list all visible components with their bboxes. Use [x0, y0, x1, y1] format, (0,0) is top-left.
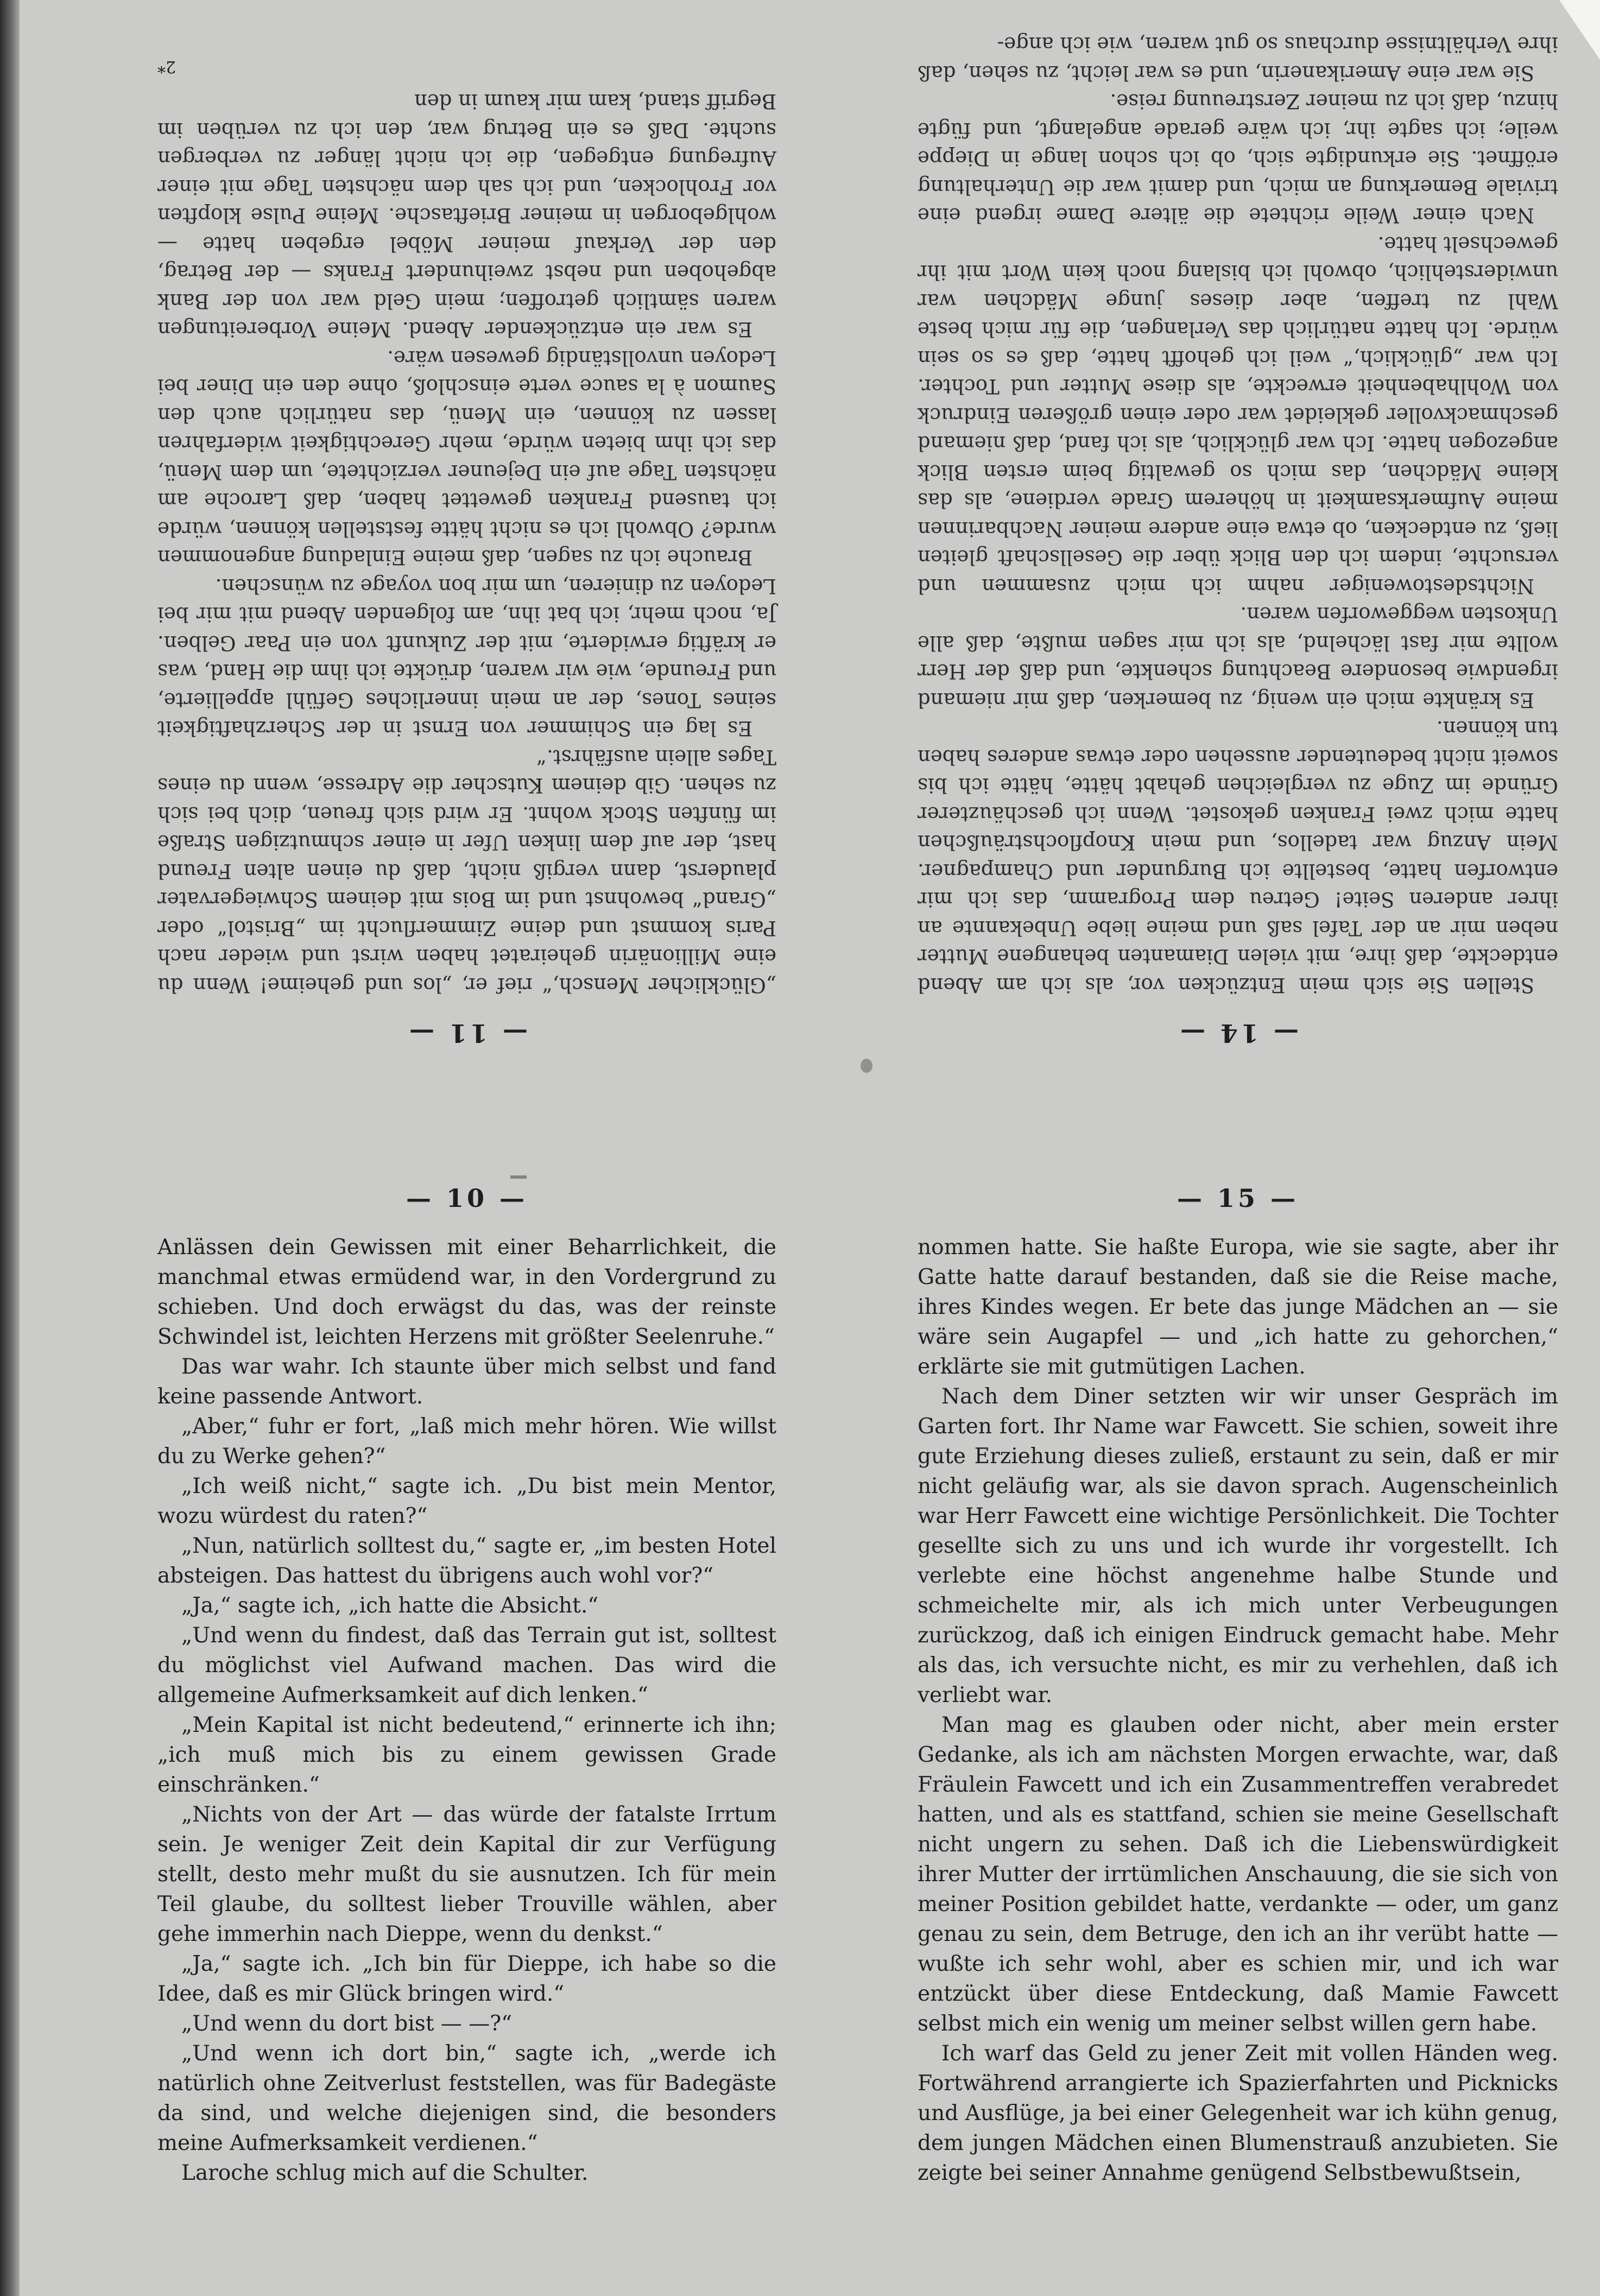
- paragraph: „Und wenn du dort bist — —?“: [181, 2012, 513, 2036]
- paragraph: Sie war eine Amerikanerin, und es war leicht, zu sehen, daß ihre Verhältnisse durchaus so gut waren, wie ich ange-: [918, 33, 1558, 85]
- paragraph: „Glücklicher Mensch,“ rief er, „los und geheime! Wenn du eine Millionärin geheiratet haben wirst und wieder nach Paris kommst und deine Zimmerflucht im „Bristol“ oder „Grand“ bewohnst und im Bois mit deinem Schwiegervater plauderst, dann vergiß nicht, daß du einen alten Freund hast, der auf dem linken Ufer in einer schmutzigen Straße im fünften Stock wohnt. Er wird sich freuen, dich bei sich zu sehen. Gib deinem Kutscher die Adresse, wenn du eines Tages allein ausfährst.“: [157, 745, 776, 997]
- page-number: — 11 —: [406, 1019, 528, 1048]
- paragraph: Nach einer Weile richtete die ältere Dame irgend eine triviale Bemerkung an mich, und damit war die Unterhaltung eröffnet. Sie erkundigte sich, ob ich schon lange in Dieppe weile; ich sagte ihr, ich wäre gerade angelangt, und fügte hinzu, daß ich zu meiner Zerstreuung reise.: [918, 90, 1558, 227]
- paragraph: Es lag ein Schimmer von Ernst in der Scherzhaftigkeit seines Tones, der an mein innerliches Gefühl appellierte, und Freunde, wie wir waren, drückte ich ihm die Hand, was er kräftig erwiderte, mit der Zukunft von ein Paar Gelben. Ja, noch mehr, ich bat ihn, am folgenden Abend mit mir bei Ledoyen zu dinieren, um mir bon voyage zu wünschen.: [157, 574, 776, 741]
- folded-page-corner: [1559, 0, 1600, 60]
- page-10: [157, 1184, 776, 2226]
- page-number: — 14 —: [1177, 1019, 1299, 1048]
- paragraph: „Ja,“ sagte ich. „Ich bin für Dieppe, ich habe so die Idee, daß es mir Glück bringen wird.“: [157, 1952, 776, 2006]
- paragraph: „Ja,“ sagte ich, „ich hatte die Absicht.“: [181, 1593, 599, 1618]
- paragraph: Stellen Sie sich mein Entzücken vor, als ich am Abend entdeckte, daß ihre, mit vielen Diamanten behangene Mutter neben mir an der Tafel saß und meine liebe Unbekannte an ihrer anderen Seite! Getreu dem Programm, das ich mir entworfen hatte, bestellte ich Burgunder und Champagner. Mein Anzug war tadellos, und mein Knopflochsträußchen hatte mich zwei Franken gekostet. Wenn ich geschäuzterer Gründe im Zuge zu vergleichen gehabt hätte, hätte ich bis soweit nicht bedeutender aussehen oder etwas anderes haben tun können.: [918, 717, 1558, 997]
- page-15: [918, 1184, 1558, 2226]
- page-number: — 15 —: [1177, 1184, 1299, 1213]
- book-binding-edge: [0, 0, 20, 2296]
- paragraph: „Und wenn du findest, daß das Terrain gut ist, solltest du möglichst viel Aufwand machen. Das wird die allgemeine Aufmerksamkeit auf dich lenken.“: [157, 1623, 776, 1707]
- signature-mark: 2*: [157, 57, 176, 76]
- paragraph: „Und wenn ich dort bin,“ sagte ich, „werde ich natürlich ohne Zeitverlust feststellen, was für Badegäste da sind, und welche diejenigen sind, die besonders meine Aufmerksamkeit verdienen.“: [157, 2041, 776, 2155]
- paragraph: Nach dem Diner setzten wir wir unser Gespräch im Garten fort. Ihr Name war Fawcett. Sie schien, soweit ihre gute Erziehung dieses zuließ, erstaunt zu sein, daß er mir nicht geläufig war, als sie davon sprach. Augenscheinlich war Herr Fawcett eine wichtige Persönlichkeit. Die Tochter gesellte sich zu uns und ich wurde ihr vorgestellt. Ich verlebte eine höchst angenehme halbe Stunde und schmeichelte mir, als ich mich unter Verbeugungen zurückzog, daß ich einigen Eindruck gemacht habe. Mehr als das, ich versuchte nicht, es mir zu verhehlen, daß ich verliebt war.: [918, 1384, 1558, 1707]
- paragraph: „Nun, natürlich solltest du,“ sagte er, „im besten Hotel absteigen. Das hattest du übrigens auch wohl vor?“: [157, 1534, 776, 1588]
- paragraph: „Nichts von der Art — das würde der fatalste Irrtum sein. Je weniger Zeit dein Kapital dir zur Verfügung stellt, desto mehr mußt du sie ausnutzen. Ich für mein Teil glaube, du solltest lieber Trouville wählen, aber gehe immerhin nach Dieppe, wenn du denkst.“: [157, 1802, 776, 1946]
- paragraph: Brauche ich zu sagen, daß meine Einladung angenommen wurde? Obwohl ich es nicht hätte feststellen können, würde ich tausend Franken gewettet haben, daß Laroche am nächsten Tage auf ein Dejeuner verzichtete, um dem Menü, das ich ihm bieten würde, mehr Gerechtigkeit widerfahren lassen zu können, ein Menü, das natürlich auch den Saumon à la sauce verte einschloß, ohne den ein Diner bei Ledoyen unvollständig gewesen wäre.: [157, 346, 776, 570]
- paragraph: nommen hatte. Sie haßte Europa, wie sie sagte, aber ihr Gatte hatte darauf bestanden, daß sie die Reise mache, ihres Kindes wegen. Er bete das junge Mädchen an — sie wäre sein Augapfel — und „ich hatte zu gehorchen,“ erklärte sie mit gutmütigen Lachen.: [918, 1235, 1558, 1379]
- paragraph: Das war wahr. Ich staunte über mich selbst und fand keine passende Antwort.: [157, 1355, 776, 1409]
- paragraph: „Ich weiß nicht,“ sagte ich. „Du bist mein Mentor, wozu würdest du raten?“: [157, 1474, 776, 1528]
- paragraph: Nichtsdestoweniger nahm ich mich zusammen und versuchte, indem ich den Blick über die Gesellschaft gleiten ließ, zu entdecken, ob etwa eine andere meiner Nachbarinnen meine Aufmerksamkeit in höherem Grade verdiene, als das kleine Mädchen, das mich so gewaltig beim ersten Blick angezogen hatte. Ich war glücklich, als ich fand, daß niemand geschmackvoller gekleidet war oder einen größeren Eindruck von Wohlhabenheit erweckte, als diese Mutter und Tochter. Ich war „glücklich,“ weil ich gehofft hatte, daß es so sein würde. Ich hatte natürlich das Verlangen, die für mich beste Wahl zu treffen, aber dieses junge Mädchen war unwiderstehlich, obwohl ich bislang noch kein Wort mit ihr gewechselt hatte.: [918, 232, 1558, 598]
- paragraph: Laroche schlug mich auf die Schulter.: [181, 2161, 589, 2185]
- paragraph: „Aber,“ fuhr er fort, „laß mich mehr hören. Wie willst du zu Werke gehen?“: [157, 1414, 776, 1469]
- paragraph: Ich warf das Geld zu jener Zeit mit vollen Händen weg. Fortwährend arrangierte ich Spazierfahrten und Picknicks und Ausflüge, ja bei einer Gelegenheit war ich kühn genug, dem jungen Mädchen einen Blumenstrauß anzubieten. Sie zeigte bei seiner Annahme genügend Selbstbewußtsein,: [918, 2041, 1558, 2185]
- page-11-inverted: [157, 57, 776, 1048]
- page-number: — 10 —: [406, 1184, 528, 1213]
- page-14-inverted: [918, 33, 1558, 1048]
- paragraph: Anlässen dein Gewissen mit einer Beharrlichkeit, die manchmal etwas ermüdend war, in den Vordergrund zu schieben. Und doch erwägst du das, was der reinste Schwindel ist, leichten Herzens mit größter Seelenruhe.“: [157, 1235, 776, 1349]
- paragraph: „Mein Kapital ist nicht bedeutend,“ erinnerte ich ihn; „ich muß mich bis zu einem gewissen Grade einschränken.“: [157, 1713, 776, 1797]
- print-mark: [510, 1175, 527, 1179]
- paragraph: Es kränkte mich ein wenig, zu bemerken, daß mir niemand irgendwie besondere Beachtung schenkte, und daß der Herr wollte mir fast lächelnd, als ich mir sagen mußte, daß alle Unkosten weggeworfen waren.: [918, 603, 1558, 712]
- ink-spot: [861, 1059, 872, 1073]
- paragraph: Es war ein entzückender Abend. Meine Vorbereitungen waren sämtlich getroffen; mein Geld war von der Bank abgehoben und nebst zweihundert Franks — der Betrag, den der Verkauf meiner Möbel ergeben hatte — wohlgeborgen in meiner Brieftasche. Meine Pulse klopften vor Frohlocken, und ich sah dem nächsten Tage mit einer Aufregung entgegen, die ich nicht länger zu verbergen suchte. Daß es ein Betrug war, den ich zu verüben im Begriff stand, kam mir kaum in den: [157, 90, 776, 341]
- paragraph: Man mag es glauben oder nicht, aber mein erster Gedanke, als ich am nächsten Morgen erwachte, war, daß Fräulein Fawcett und ich ein Zusammentreffen verabredet hatten, und als es stattfand, schien sie meine Gesellschaft nicht ungern zu sehen. Daß ich die Liebenswürdigkeit ihrer Mutter der irrtümlichen Anschauung, die sie sich von meiner Position gebildet hatte, verdankte — oder, um ganz genau zu sein, dem Betruge, den ich an ihr verübt hatte — wußte ich sehr wohl, aber es schien mir, und ich war entzückt über diese Entdeckung, daß Mamie Fawcett selbst mich ein wenig um meiner selbst willen gern habe.: [918, 1713, 1558, 2036]
